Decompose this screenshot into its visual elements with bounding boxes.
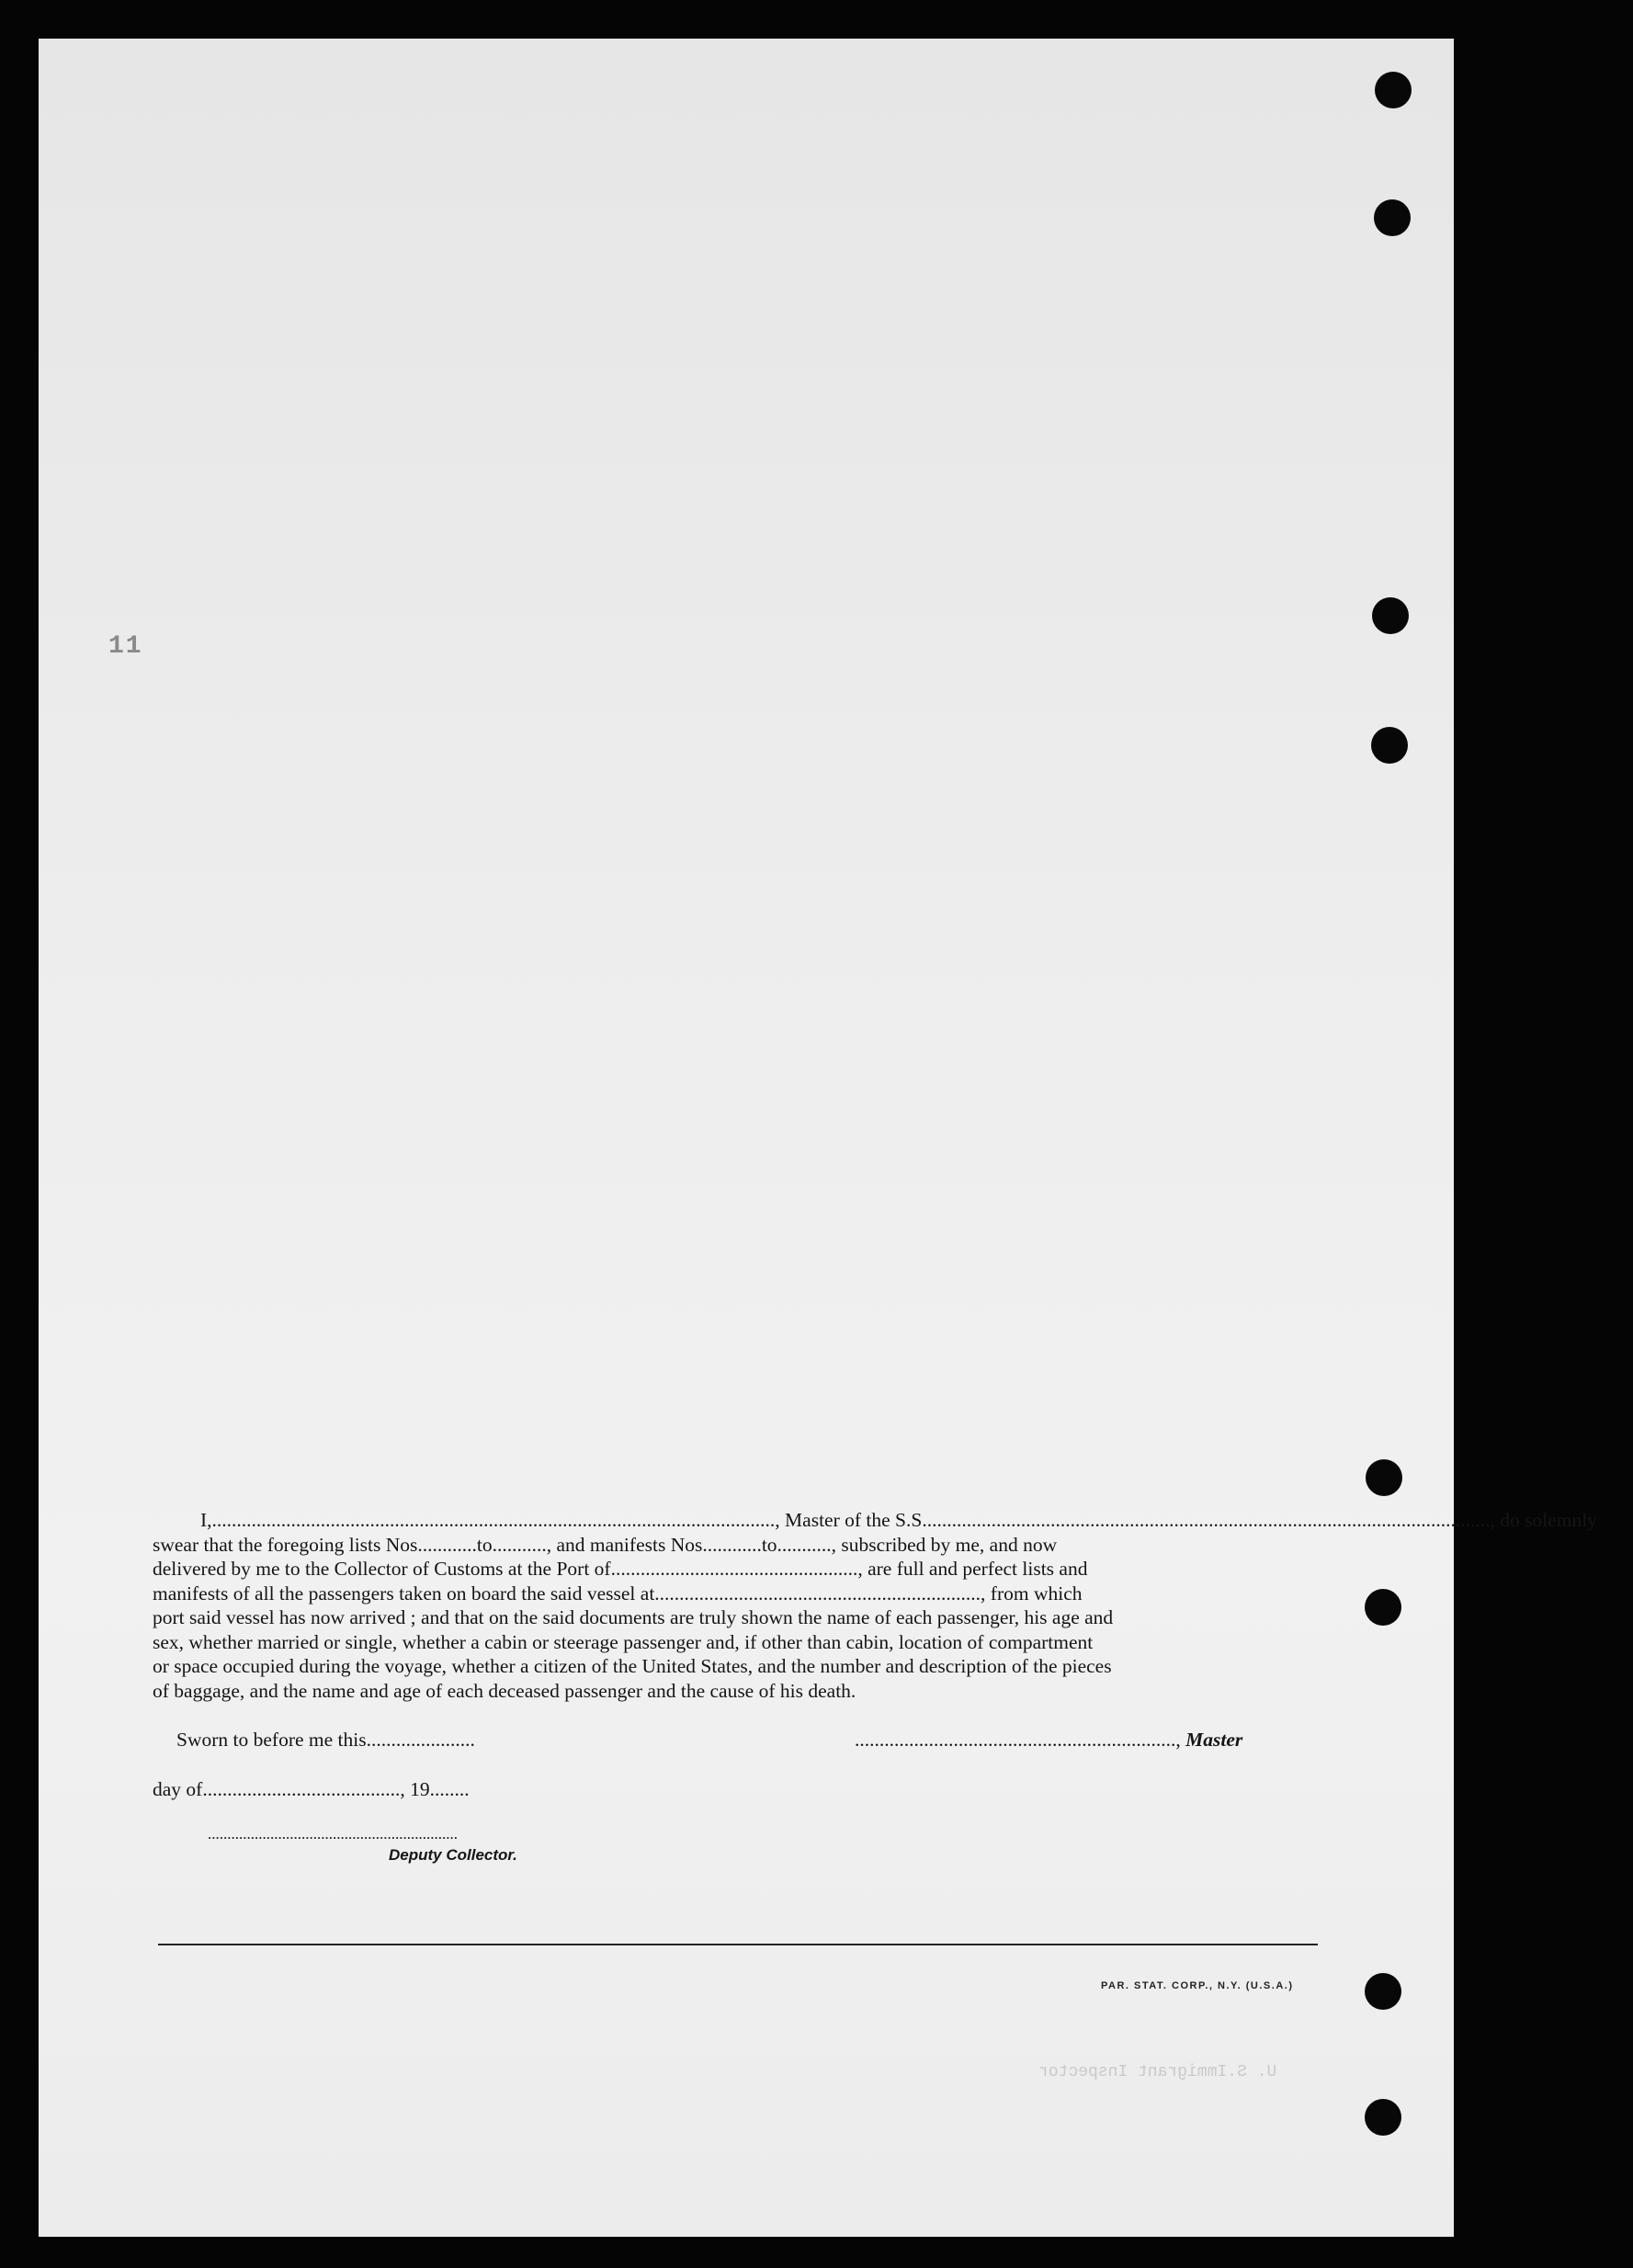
oath-line-4-text: manifests of all the passengers taken on board the said vessel at.................................................................., from which: [153, 1582, 1083, 1605]
sworn-line: Sworn to before me this......................: [176, 1729, 475, 1751]
oath-line-4: [153, 1582, 1327, 1606]
oath-line-2: [153, 1533, 1327, 1558]
oath-line-6: [153, 1630, 1327, 1655]
punch-hole: [1374, 199, 1411, 236]
ship-name-blank: ..................................................................................................................: [926, 1509, 1491, 1531]
printer-imprint: PAR. STAT. CORP., N.Y. (U.S.A.): [1101, 1980, 1294, 1991]
oath-line-3-text: delivered by me to the Collector of Customs at the Port of.................................................., are full and perfect lists and: [153, 1558, 1088, 1580]
oath-line-7: [153, 1654, 1327, 1679]
punch-hole: [1371, 727, 1408, 764]
day-of-line: day of........................................, 19........: [153, 1778, 470, 1800]
master-name-blank: ..................................................................................................................: [211, 1509, 776, 1531]
bleed-through-text: U. S.Immigrant Inspector: [1038, 2063, 1277, 2081]
punch-hole: [1365, 2099, 1401, 2136]
punch-hole: [1372, 597, 1409, 634]
oath-line-5: [153, 1605, 1327, 1630]
oath-line-8: [153, 1679, 1327, 1704]
oath-line-1: [153, 1508, 1597, 1533]
oath-line-6-text: sex, whether married or single, whether a cabin or steerage passenger and, if other than cabin, location of compartment: [153, 1630, 1094, 1653]
master-signature-line: [855, 1729, 1242, 1752]
master-label: Master: [1185, 1729, 1243, 1751]
deputy-collector-label: Deputy Collector.: [389, 1846, 517, 1864]
master-signature-blank: .................................................................,: [855, 1729, 1181, 1751]
document-page: [39, 39, 1454, 2237]
oath-line-8-text: of baggage, and the name and age of each deceased passenger and the cause of his death.: [153, 1679, 856, 1702]
oath-paragraph: [153, 1508, 1597, 1703]
punch-hole: [1375, 72, 1412, 108]
oath-line-2-text: swear that the foregoing lists Nos............to..........., and manifests Nos............to..........., subscribed by me, and now: [153, 1533, 1058, 1556]
stamp-fragment: 11: [108, 632, 143, 661]
oath-line-5-text: port said vessel has now arrived ; and that on the said documents are truly shown the name of each passenger, his age and: [153, 1606, 1114, 1628]
footer-rule: [158, 1944, 1318, 1945]
oath-line-1-end: , do solemnly: [1490, 1509, 1597, 1531]
oath-line-1-start: I,: [200, 1509, 212, 1531]
punch-hole: [1365, 1973, 1401, 2010]
punch-hole: [1366, 1459, 1402, 1496]
oath-line-3: [153, 1557, 1327, 1582]
punch-hole: [1365, 1589, 1401, 1626]
deputy-signature-blank: ................................................................: [208, 1825, 458, 1843]
oath-line-1-ship: , Master of the S.S.: [775, 1509, 927, 1531]
oath-line-7-text: or space occupied during the voyage, whether a citizen of the United States, and the number and description of the pieces: [153, 1655, 1112, 1677]
